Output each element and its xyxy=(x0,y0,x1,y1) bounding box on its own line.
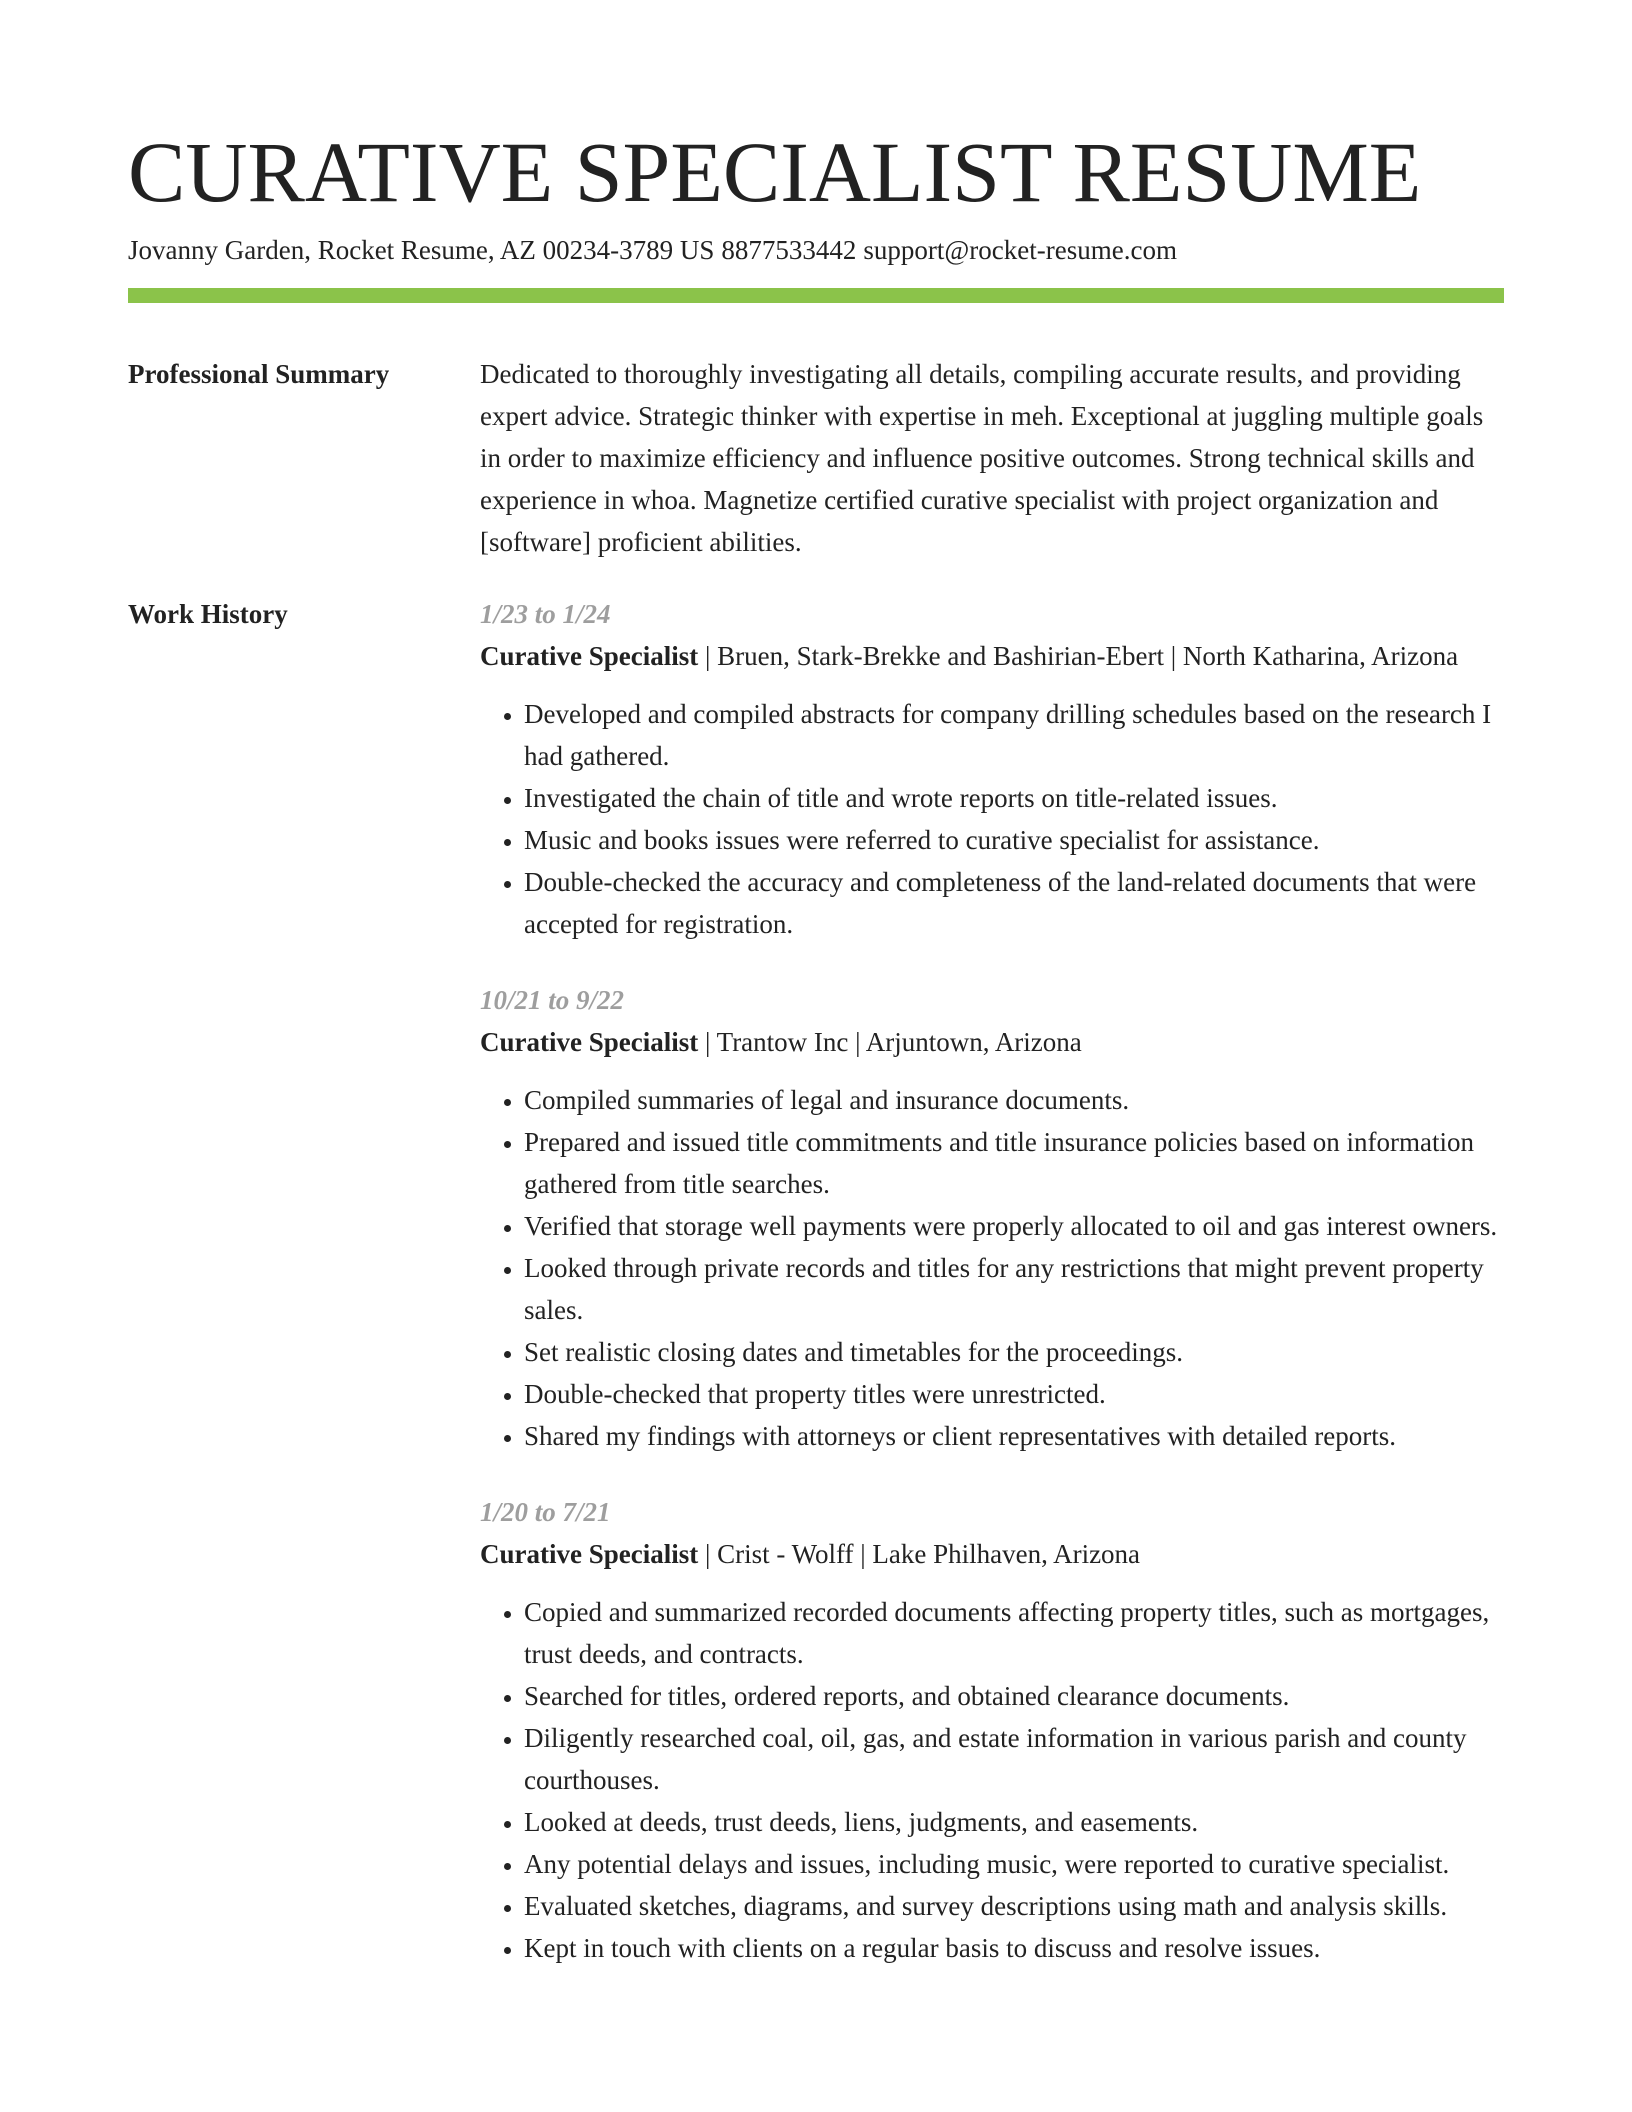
contact-line xyxy=(128,232,1504,268)
job-dates: 1/20 to 7/21 xyxy=(480,1497,611,1527)
job-entry xyxy=(480,593,1504,945)
job-bullet: • Shared my findings with attorneys or client representatives with detailed reports. xyxy=(524,1415,1504,1457)
job-bullet: • Investigated the chain of title and wrote reports on title-related issues. xyxy=(524,777,1504,819)
job-bullet: • Diligently researched coal, oil, gas, and estate information in various parish and county courthouses. xyxy=(524,1717,1504,1801)
job-heading xyxy=(480,1533,1504,1575)
job-bullet: • Searched for titles, ordered reports, and obtained clearance documents. xyxy=(524,1675,1504,1717)
work-history-section xyxy=(128,593,1504,2003)
section-label-work: Work History xyxy=(128,599,288,629)
job-bullet: • Double-checked that property titles were unrestricted. xyxy=(524,1373,1504,1415)
job-bullets xyxy=(480,1591,1504,1969)
job-bullet: • Evaluated sketches, diagrams, and survey descriptions using math and analysis skills. xyxy=(524,1885,1504,1927)
header-divider xyxy=(128,288,1504,303)
job-dates: 1/23 to 1/24 xyxy=(480,599,611,629)
job-entry xyxy=(480,1491,1504,1969)
contact-address: Jovanny Garden, Rocket Resume, AZ 00234-3789 US xyxy=(128,235,715,265)
professional-summary-section xyxy=(128,353,1504,563)
resume-title: CURATIVE SPECIALIST RESUME xyxy=(128,124,1422,220)
job-bullets xyxy=(480,693,1504,945)
job-bullet: • Any potential delays and issues, including music, were reported to curative specialist. xyxy=(524,1843,1504,1885)
job-bullet: • Looked through private records and titles for any restrictions that might prevent property sales. xyxy=(524,1247,1504,1331)
job-details: | Trantow Inc | Arjuntown, Arizona xyxy=(698,1027,1082,1057)
job-heading xyxy=(480,635,1504,677)
job-bullets xyxy=(480,1079,1504,1457)
job-bullet: • Music and books issues were referred to curative specialist for assistance. xyxy=(524,819,1504,861)
section-label-summary: Professional Summary xyxy=(128,359,390,389)
job-title: Curative Specialist xyxy=(480,641,699,671)
job-title: Curative Specialist xyxy=(480,1027,699,1057)
job-bullet: • Double-checked the accuracy and completeness of the land-related documents that were accepted for registration. xyxy=(524,861,1504,945)
job-dates: 10/21 to 9/22 xyxy=(480,985,625,1015)
job-bullet: • Compiled summaries of legal and insurance documents. xyxy=(524,1079,1504,1121)
work-history-list xyxy=(480,593,1504,2003)
job-bullet: • Verified that storage well payments were properly allocated to oil and gas interest owners. xyxy=(524,1205,1504,1247)
contact-phone: 8877533442 xyxy=(721,235,857,265)
contact-email: support@rocket-resume.com xyxy=(863,235,1177,265)
job-bullet: • Looked at deeds, trust deeds, liens, judgments, and easements. xyxy=(524,1801,1504,1843)
resume-page xyxy=(128,0,1504,2003)
job-bullet: • Copied and summarized recorded documents affecting property titles, such as mortgages, trust deeds, and contracts. xyxy=(524,1591,1504,1675)
job-bullet: • Kept in touch with clients on a regular basis to discuss and resolve issues. xyxy=(524,1927,1504,1969)
job-title: Curative Specialist xyxy=(480,1539,699,1569)
job-bullet: • Prepared and issued title commitments and title insurance policies based on information gathered from title searches. xyxy=(524,1121,1504,1205)
job-bullet: • Developed and compiled abstracts for company drilling schedules based on the research I had gathered. xyxy=(524,693,1504,777)
job-details: | Bruen, Stark-Brekke and Bashirian-Ebert | North Katharina, Arizona xyxy=(698,641,1459,671)
job-details: | Crist - Wolff | Lake Philhaven, Arizona xyxy=(698,1539,1141,1569)
job-entry xyxy=(480,979,1504,1457)
job-heading xyxy=(480,1021,1504,1063)
job-bullet: • Set realistic closing dates and timetables for the proceedings. xyxy=(524,1331,1504,1373)
summary-text: Dedicated to thoroughly investigating all details, compiling accurate results, and providing expert advice. Strategic thinker with expertise in meh. Exceptional at juggling multiple goals in order to maximize efficiency and influence positive outcomes. Strong technical skills and experience in whoa. Magnetize certified curative specialist with project organization and [software] proficient abilities. xyxy=(480,359,1484,557)
